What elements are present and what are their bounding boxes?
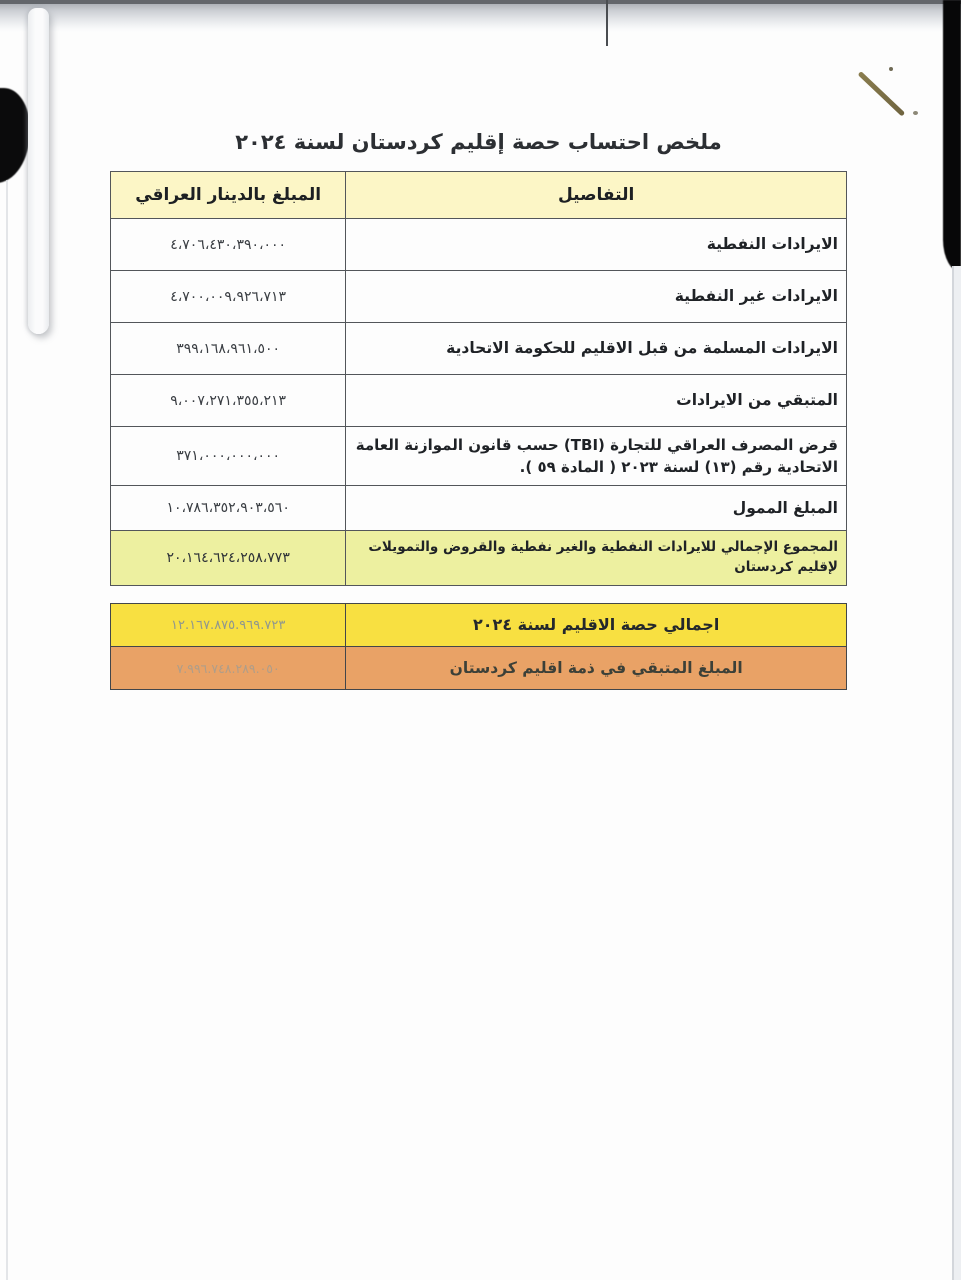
table-row-non-oil-revenues [111,271,847,323]
page-left-edge [6,180,8,1280]
summary-row-region-share [111,604,847,647]
details-cell: المتبقي من الايرادات [346,375,847,427]
pen-dot-icon [889,67,893,71]
table-row-delivered-revenues [111,323,847,375]
amount-cell: ٧.٩٩٦.٧٤٨.٢٨٩.٠٥٠ [111,647,346,690]
details-cell: الايرادات المسلمة من قبل الاقليم للحكومة الاتحادية [346,323,847,375]
scan-corner-artifact-left [0,88,30,183]
amount-cell: ٤،٧٠٦،٤٣٠،٣٩٠،٠٠٠ [111,219,346,271]
pen-dot-icon [913,111,918,115]
summary-table [110,603,847,690]
details-column-header: التفاصيل [346,172,847,219]
amount-cell: ٣٩٩،١٦٨،٩٦١،٥٠٠ [111,323,346,375]
registration-mark [606,0,608,46]
amount-cell: ٢٠،١٦٤،٦٢٤،٢٥٨،٧٧٣ [111,531,346,586]
scanned-document [110,130,847,690]
document-title: ملخص احتساب حصة إقليم كردستان لسنة ٢٠٢٤ [235,130,722,154]
details-cell: الايرادات النفطية [346,219,847,271]
table-row-remaining-revenues [111,375,847,427]
scan-top-edge-band [0,4,961,32]
paper-tab [28,8,49,334]
amount-cell: ١٠،٧٨٦،٣٥٢،٩٠٣،٥٦٠ [111,486,346,531]
details-cell: الايرادات غير النفطية [346,271,847,323]
summary-row-remaining-owed [111,647,847,690]
details-cell: اجمالي حصة الاقليم لسنة ٢٠٢٤ [346,604,847,647]
amount-cell: ٤،٧٠٠،٠٠٩،٩٢٦،٧١٣ [111,271,346,323]
amount-cell: ١٢.١٦٧.٨٧٥.٩٦٩.٧٢٣ [111,604,346,647]
scan-edge-artifact-right [943,0,961,272]
header-row [111,172,847,219]
table-row-oil-revenues [111,219,847,271]
details-cell: المبلغ الممول [346,486,847,531]
main-table [110,171,847,586]
amount-column-header: المبلغ بالدينار العراقي [111,172,346,219]
amount-cell: ٩،٠٠٧،٢٧١،٣٥٥،٢١٣ [111,375,346,427]
pen-mark-icon [858,71,905,116]
table-row-tbi-loan [111,427,847,486]
table-row-grand-total [111,531,847,586]
details-cell: قرض المصرف العراقي للتجارة (TBI) حسب قانون الموازنة العامة الاتحادية رقم (١٣) لسنة ٢٠٢٣ ( المادة ٥٩ ). [346,427,847,486]
table-row-funded-amount [111,486,847,531]
details-cell: المبلغ المتبقي في ذمة اقليم كردستان [346,647,847,690]
amount-cell: ٣٧١،٠٠٠،٠٠٠،٠٠٠ [111,427,346,486]
page-right-edge-line [952,266,954,1280]
details-cell: المجموع الإجمالي للايرادات النفطية والغير نفطية والقروض والتمويلات لإقليم كردستان [346,531,847,586]
